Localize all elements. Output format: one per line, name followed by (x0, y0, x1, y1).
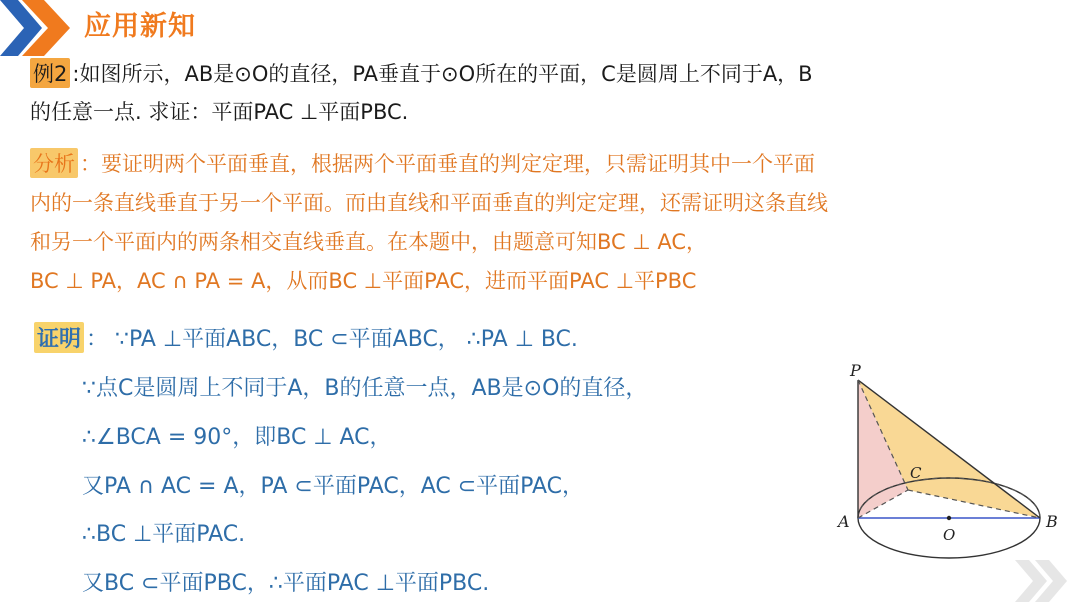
analysis-line-2: 内的一条直线垂直于另一个平面。而由直线和平面垂直的判定定理，还需证明这条直线 (30, 191, 828, 215)
analysis-line-3: 和另一个平面内的两条相交直线垂直。在本题中，由题意可知BC ⊥ AC， (30, 230, 708, 254)
example-line-2: 的任意一点. 求证：平面PAC ⊥平面PBC. (30, 100, 409, 124)
proof-line-1 (34, 322, 578, 353)
header-chevron-icon (0, 0, 80, 56)
example-tag: 例2 (30, 58, 70, 88)
example-line-1 (30, 58, 813, 88)
example-text-1: :如图所示，AB是⊙O的直径，PA垂直于⊙O所在的平面，C是圆周上不同于A，B (72, 62, 813, 86)
proof-line-6: 又BC ⊂平面PBC，∴平面PAC ⊥平面PBC. (82, 571, 490, 596)
label-c: C (910, 464, 922, 482)
center-point (947, 516, 951, 520)
label-a: A (838, 512, 850, 531)
proof-line-2: ∵点C是圆周上不同于A，B的任意一点，AB是⊙O的直径， (82, 376, 648, 401)
proof-line-3: ∴∠BCA = 90°，即BC ⊥ AC， (82, 425, 392, 450)
proof-tag: 证明 (34, 322, 84, 353)
analysis-line-1 (30, 148, 815, 178)
page-title: 应用新知 (84, 11, 196, 42)
label-p: P (850, 361, 861, 380)
geometry-figure (830, 355, 1070, 570)
label-o: O (943, 526, 956, 544)
proof-text-1: ： ∵PA ⊥平面ABC，BC ⊂平面ABC， ∴PA ⊥ BC. (86, 327, 578, 352)
analysis-text-1: ：要证明两个平面垂直，根据两个平面垂直的判定定理，只需证明其中一个平面 (80, 152, 815, 176)
label-b: B (1046, 512, 1058, 531)
proof-line-5: ∴BC ⊥平面PAC. (82, 522, 246, 547)
proof-line-4: 又PA ∩ AC = A，PA ⊂平面PAC，AC ⊂平面PAC， (82, 474, 585, 499)
next-chevron-icon (1015, 560, 1077, 602)
analysis-line-4: BC ⊥ PA，AC ∩ PA = A，从而BC ⊥平面PAC，进而平面PAC ⊥平PBC (30, 269, 697, 293)
analysis-tag: 分析 (30, 148, 78, 178)
